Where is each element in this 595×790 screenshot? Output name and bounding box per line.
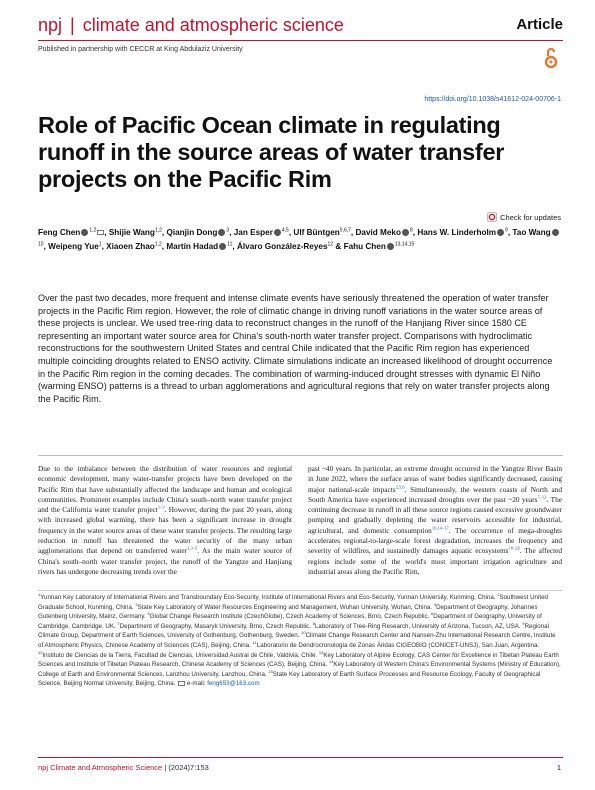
affiliation-number: 1: [38, 591, 41, 597]
body-text: . The occurrence of mega-droughts accelerates regional-to-large-scale forest degradation, increases the frequency and severity of wildfires, and sustainedly damages aquatic ecosystems: [308, 525, 562, 556]
author-name: Tao Wang: [512, 228, 551, 237]
affiliation-text: Laboratory of Tree-Ring Research, University of Arizona, Tucson, AZ, USA.: [314, 622, 523, 630]
author-separator: ,: [288, 228, 294, 237]
orcid-icon[interactable]: [219, 243, 226, 250]
affiliation-number: 3: [135, 601, 138, 607]
footer-citation: [38, 763, 209, 772]
affiliation-number: 11: [252, 639, 257, 645]
email-label: e-mail:: [186, 680, 208, 688]
orcid-icon[interactable]: [274, 229, 281, 236]
author-separator: ,: [350, 228, 356, 237]
affiliation-text: State Key Laboratory of Earth Surface Processes and Resource Ecology, Faculty of Geographical Science, Beijing Normal University, Beijing, China.: [38, 670, 541, 688]
abstract-rule: [38, 455, 563, 456]
author-13[interactable]: [344, 242, 415, 251]
body-column-left: [38, 464, 292, 577]
citation-ref[interactable]: 2,5,6: [395, 484, 405, 490]
affiliation-number: 13: [318, 649, 324, 655]
journal-brand[interactable]: [38, 14, 344, 36]
author-separator: ,: [101, 241, 107, 251]
body-text: . The continuing decrease in runoff in all these source regions caused excessive groundwater pumping and gradually depleting the water reservoirs accessible for industrial, agricultural, and domestic consumption: [308, 494, 562, 535]
body-text: Due to the imbalance between the distribution of water resources and regional economic development, many water-transfer projects have been developed on the Pacific Rim that have substantially affected the landscape and human and ecological communities. Prominent examples include China's south–north water transfer project and the California water transfer project: [38, 464, 292, 515]
author-separator: &: [333, 241, 344, 251]
affiliation-text: Key Laboratory of Western China's Environmental Systems (Ministry of Education), College of Earth and Environmental Sciences, Lanzhou University, Lanzhou, China.: [38, 661, 561, 678]
citation-ref[interactable]: 1–3: [157, 504, 165, 510]
affiliation-number: 8: [312, 620, 315, 626]
orcid-icon[interactable]: [218, 229, 225, 236]
footer-rule: [38, 757, 563, 758]
author-separator: ,: [104, 228, 109, 237]
author-name: Feng Chen: [38, 228, 81, 237]
citation-ref[interactable]: 10,14–17: [431, 525, 449, 531]
author-affiliation-ref: 1,2: [154, 227, 162, 234]
orcid-icon[interactable]: [81, 229, 88, 236]
abstract: Over the past two decades, more frequent and intense climate events have seriously threatened the operation of water transfer projects in the Pacific Rim region. However, the role of climatic change in driving runoff variations in the water source areas of these projects is unclear. We used tree-ring data to reconstruct changes in the runoff of the Hanjiang River since 1580 CE representing an important water source area for China's south-north water transfer project. Comparisons with hydroclimatic reconstructions for the southwestern United States and central Chile indicated that the Pacific Rim region has experienced multiple coinciding droughts related to ENSO activity. Climate simulations indicate an increased likelihood of drought occurrence in the Pacific Rim region in the coming decades. The combination of warming-induced drought stresses with dynamic El Niño (warming ENSO) patterns is a thread to urban agglomerations and agricultural regions that rely on water transfer projects along the Pacific Rim.: [38, 293, 553, 404]
affiliation-text: Yunnan Key Laboratory of International Rivers and Transboundary Eco-Security, Institute of International Rivers and Eco-Security, Yunnan University, Kunming, China.: [40, 594, 498, 601]
author-9[interactable]: [48, 242, 101, 251]
partnership-note: Published in partnership with CECCR at King Abdulaziz University: [38, 46, 243, 53]
orcid-icon[interactable]: [497, 229, 504, 236]
author-affiliation-ref: 12: [327, 240, 334, 247]
author-affiliation-ref: 1,2: [154, 240, 162, 247]
check-for-updates-button[interactable]: [487, 212, 561, 222]
author-affiliation-ref: 10: [38, 240, 44, 247]
open-access-icon[interactable]: [543, 46, 559, 70]
author-6[interactable]: [355, 228, 412, 237]
author-affiliation-ref: 13,14,15: [394, 240, 415, 247]
affiliation-text: Climate Change Research Center and Nansen-Zhu International Research Centre, Institute of Atmospheric Physics, Chinese Academy of Sciences (CAS), Beijing, China.: [38, 632, 556, 649]
affiliation-text: Department of Geography, Masaryk University, Brno, Czech Republic.: [119, 622, 313, 630]
author-name: Xiaoen Zhao: [106, 241, 155, 251]
body-text: . As the main water source of China's south–north water transfer project, the runoff of the Yangtze and Hanjiang rivers has undergone decreasing trends over the: [38, 546, 292, 576]
author-list: [38, 226, 563, 253]
author-separator: ,: [412, 228, 418, 237]
affiliation-number: 15: [268, 668, 273, 674]
footer-volume: (2024)7:153: [168, 763, 209, 772]
affiliation-number: 10: [301, 630, 306, 636]
author-name: Weipeng Yue: [48, 241, 99, 251]
affiliation-number: 12: [38, 649, 43, 655]
author-affiliation-ref: 11: [227, 240, 233, 247]
affiliation-number: 7: [117, 620, 120, 626]
article-type-label: Article: [516, 16, 563, 33]
author-11[interactable]: [166, 242, 232, 251]
author-separator: ,: [229, 228, 234, 237]
author-affiliation-ref: 1: [98, 240, 102, 247]
affiliation-text: State Key Laboratory of Water Resources Engineering and Management, Wuhan University, Wuhan, China.: [137, 603, 434, 611]
citation-ref[interactable]: 1,3–5: [187, 545, 198, 551]
author-name: Fahu Chen: [343, 241, 386, 251]
affiliation-number: 5: [147, 611, 150, 617]
article-title: Role of Pacific Ocean climate in regulating runoff in the source areas of water transfer projects on the Pacific Rim: [38, 112, 505, 192]
author-affiliation-ref: 5,6,7: [339, 227, 351, 234]
affiliation-text: Southwest United Graduate School, Kunming, China.: [38, 594, 548, 611]
email-icon: [178, 681, 185, 686]
journal-header: [38, 14, 563, 40]
brand-separator: |: [70, 15, 75, 35]
brand-journal-name: climate and atmospheric science: [82, 15, 344, 35]
affiliations: [38, 593, 562, 689]
affiliation-list: [38, 591, 561, 688]
author-4[interactable]: [234, 228, 289, 237]
author-name: Martín Hadad: [166, 241, 219, 251]
author-name: Hans W. Linderholm: [417, 228, 497, 237]
author-1[interactable]: [38, 228, 104, 237]
author-affiliation-ref: 3: [226, 227, 230, 234]
author-separator: ,: [161, 228, 167, 237]
page-number: 1: [556, 763, 561, 772]
affiliation-text: Department of Geography, Johannes Gutenberg University, Mainz, Germany.: [38, 603, 538, 621]
affiliation-text: Regional Climate Group, Department of Earth Sciences, University of Gothenburg, Gothenburg, Sweden.: [38, 622, 549, 640]
footer-journal[interactable]: npj Climate and Atmospheric Science: [38, 763, 163, 772]
author-name: David Meko: [355, 228, 401, 237]
body-text: . The affected regions include some of the world's most important irrigation agriculture and industrial areas along the Pacific Rim,: [308, 546, 562, 576]
citation-ref[interactable]: 7–13: [537, 494, 547, 500]
affiliation-number: 6: [431, 611, 434, 617]
author-separator: ,: [507, 228, 513, 237]
affiliation-number: 14: [328, 659, 334, 665]
check-for-updates-label: Check for updates: [500, 212, 561, 222]
affiliation-text: Key Laboratory of Alpine Ecology, CAS Center for Excellence in Tibetan Plateau Earth Sciences and Institute of Tibetan Plateau Research, Chinese Academy of Sciences (CAS), Beijing, China.: [38, 651, 559, 669]
affiliation-text: Instituto de Ciencias de la Tierra, Facultad de Ciencias, Universidad Austral de Chile, Valdivia, Chile.: [42, 651, 319, 659]
doi-link[interactable]: https://doi.org/10.1038/s41612-024-00706-1: [424, 96, 561, 103]
affiliation-text: Global Change Research Institute (CzechGlobe), Czech Academy of Sciences, Brno, Czech Republic.: [149, 613, 432, 621]
affiliation-number: 9: [522, 620, 525, 626]
body-text: . Simultaneously, the western coasts of North and South America have experienced increased droughts over the past ~20 years: [308, 484, 562, 504]
author-affiliation-ref: 4,5: [281, 227, 289, 234]
author-5[interactable]: [293, 228, 351, 237]
author-name: Jan Esper: [233, 228, 273, 237]
author-7[interactable]: [417, 228, 507, 237]
brand-npj: npj: [38, 15, 63, 35]
check-for-updates-icon: [487, 212, 497, 222]
author-affiliation-ref: 1,2: [89, 227, 97, 234]
email-link[interactable]: feng653@163.com: [207, 680, 260, 688]
orcid-icon[interactable]: [552, 229, 559, 236]
body-column-right: [308, 464, 562, 577]
affiliation-number: 2: [497, 591, 500, 597]
affiliation-text: Department of Geography, University of Cambridge, Cambridge, UK.: [38, 613, 542, 630]
author-12[interactable]: [237, 242, 333, 251]
body-text: . However, during the past 20 years, along with increased global warming, there has been a significant increase in drought frequency in the water source areas of these water transfer projects. The resulting large reduction in runoff has threatened the water security of the many urban agglomerations that depend on transferred water: [38, 505, 292, 556]
author-name: Álvaro González-Reyes: [236, 241, 328, 251]
author-3[interactable]: [166, 228, 229, 237]
affiliation-number: 4: [433, 601, 437, 607]
affiliations-rule: [38, 590, 563, 591]
orcid-icon[interactable]: [387, 243, 394, 250]
body-text: past ~40 years. In particular, an extreme drought occurred in the Yangtze River Basin in June 2022, where the surface areas of water bodies significantly decreased, causing major national-scale impacts: [308, 464, 562, 494]
footer-separator: |: [162, 763, 169, 772]
citation-ref[interactable]: 18–22: [508, 545, 520, 551]
author-separator: ,: [43, 241, 49, 251]
author-affiliation-ref: 8: [409, 227, 413, 234]
author-name: Shijie Wang: [108, 228, 155, 237]
affiliation-text: Laboratorio de Dendrocronología de Zonas Áridas CIGEOBIO (CONICET-UNSJ), San Juan, Argentina.: [256, 641, 540, 649]
author-2[interactable]: [109, 228, 162, 237]
author-name: Ulf Büntgen: [293, 228, 340, 237]
orcid-icon[interactable]: [402, 229, 409, 236]
header-rule: [38, 40, 563, 41]
author-affiliation-ref: 9: [505, 227, 508, 234]
author-name: Qianjin Dong: [166, 228, 218, 237]
author-separator: ,: [232, 241, 237, 251]
author-separator: ,: [161, 241, 167, 251]
author-10[interactable]: [106, 242, 162, 251]
